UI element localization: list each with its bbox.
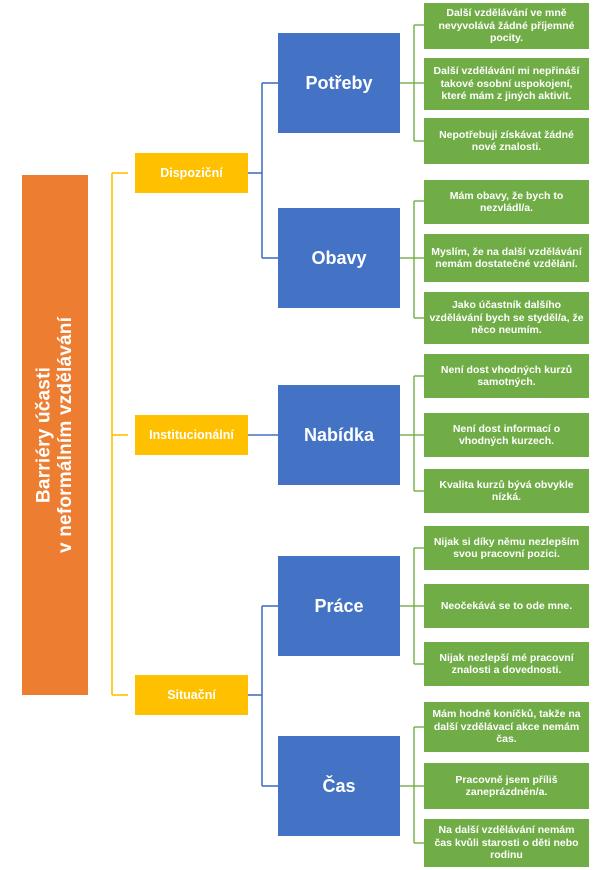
leaf-text: Další vzdělávání mi nepřináší takové osobní uspokojení, které mám z jiných aktivit. <box>433 65 580 103</box>
leaf-node[interactable] <box>424 413 589 457</box>
leaf-node[interactable] <box>424 180 589 224</box>
leaf-text: Neočekává se to ode mne. <box>440 599 573 612</box>
leaf-text: Kvalita kurzů bývá obvykle nízká. <box>439 478 574 503</box>
topic-node-nabidka[interactable] <box>278 385 400 485</box>
leaf-node[interactable] <box>424 819 589 867</box>
leaf-node[interactable] <box>424 526 589 570</box>
leaf-node[interactable] <box>424 763 589 809</box>
category-node-institucionalni[interactable] <box>135 415 248 455</box>
topic-label: Práce <box>314 595 364 616</box>
category-label: Situační <box>167 688 216 702</box>
topic-label: Čas <box>322 775 356 796</box>
leaf-text: Další vzdělávání ve mně nevyvolává žádné příjemné pocity. <box>438 7 575 45</box>
leaf-text: Nepotřebuji získávat žádné nové znalosti. <box>439 128 574 153</box>
root-node[interactable] <box>22 175 88 695</box>
leaf-node[interactable] <box>424 642 589 686</box>
topic-node-obavy[interactable] <box>278 208 400 308</box>
leaf-text: Není dost informací o vhodných kurzech. <box>452 422 561 447</box>
leaf-text: Na další vzdělávání nemám čas kvůli starosti o děti nebo rodinu <box>434 824 579 862</box>
leaf-node[interactable] <box>424 3 589 49</box>
topic-label: Potřeby <box>305 72 373 93</box>
leaf-text: Nijak nezlepší mé pracovní znalosti a dovednosti. <box>439 651 574 676</box>
leaf-node[interactable] <box>424 58 589 110</box>
topic-label: Nabídka <box>303 424 375 445</box>
category-label: Institucionální <box>149 428 234 442</box>
topic-label: Obavy <box>311 247 367 268</box>
leaf-node[interactable] <box>424 118 589 164</box>
topic-node-prace[interactable] <box>278 556 400 656</box>
category-label: Dispoziční <box>160 166 223 180</box>
category-node-dispozicni[interactable] <box>135 153 248 193</box>
leaf-node[interactable] <box>424 469 589 513</box>
leaf-text: Myslím, že na další vzdělávání nemám dostatečné vzdělání. <box>431 245 582 270</box>
root-title-line2: v neformálním vzdělávání <box>55 316 76 554</box>
category-node-situacni[interactable] <box>135 675 248 715</box>
leaf-node[interactable] <box>424 292 589 344</box>
leaf-node[interactable] <box>424 354 589 398</box>
leaf-text: Není dost vhodných kurzů samotných. <box>440 363 573 388</box>
leaf-node[interactable] <box>424 702 589 752</box>
leaf-text: Mám hodně koníčků, takže na další vzdělávací akce nemám čas. <box>432 708 581 746</box>
leaf-text: Nijak si díky němu nezlepším svou pracovní pozici. <box>433 535 580 560</box>
root-title-line1: Barriéry účasti <box>33 366 55 504</box>
leaf-text: Mám obavy, že bych to nezvládl/a. <box>449 189 564 214</box>
leaf-text: Jako účastník dalšího vzdělávání bych se styděl/a, že něco neumím. <box>429 299 584 337</box>
topic-node-cas[interactable] <box>278 736 400 836</box>
leaf-node[interactable] <box>424 234 589 282</box>
topic-node-potreby[interactable] <box>278 33 400 133</box>
leaf-text: Pracovně jsem příliš zaneprázdněn/a. <box>455 773 558 798</box>
leaf-node[interactable] <box>424 584 589 628</box>
